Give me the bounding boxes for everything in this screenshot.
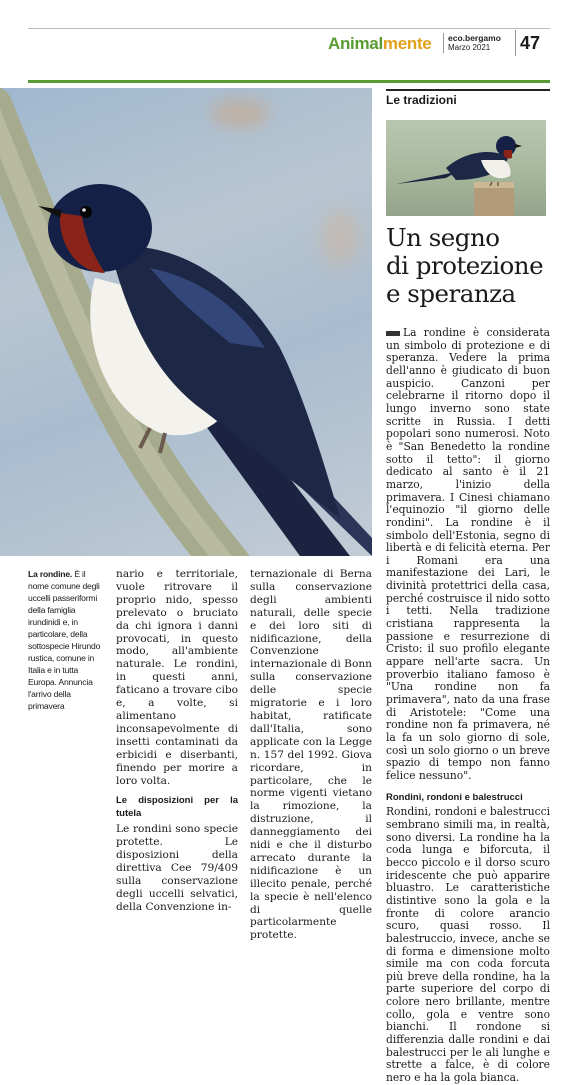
sidebar-rule — [386, 89, 550, 91]
brand-part-animal: Animal — [328, 34, 383, 53]
sidebar-paragraph: Rondini, rondoni e balestrucci sembrano simili ma, in realtà, sono diversi. La rondine ha la coda lunga e biforcuta, il becco piccolo e il dorso scuro iridescente che può apparire bluastro. Le caratteristiche distintive sono la gola e la fronte di colore arancio scuro, quasi rosso. Il balestruccio, invece, anche se di forma e dimensione molto simile ma con coda forcuta più breve della rondine, ha la parte superiore del corpo di colore nero brillante, mentre collo, gola e ventre sono bianchi. Il rondone si differenzia dalle rondini e dai balestrucci per le ali lunghe e strette a falce, è di colore nero e ha la gola bianca. — [386, 805, 550, 1085]
swallow-illustration — [0, 88, 372, 556]
publication-name: eco.bergamo — [448, 33, 501, 43]
section-rule — [28, 80, 550, 83]
top-rule — [28, 28, 550, 29]
caption-text: È il nome comune degli uccelli passeriformi della famiglia irundinidi e, in particolare, della sottospecie Hirundo rustica, comune in Italia e in tutta Europa. Annuncia l'arrivo della primavera — [28, 569, 101, 711]
sidebar-section-title: Le tradizioni — [386, 93, 457, 107]
publication-date: Marzo 2021 — [448, 43, 491, 52]
headline-line-1: Un segno — [386, 223, 500, 252]
page-number: 47 — [520, 33, 541, 53]
article-subheading: Le disposizioni per la tutela — [116, 795, 238, 820]
headline-line-2: di protezione — [386, 251, 544, 280]
swallow-photo — [0, 88, 372, 556]
photo-caption — [28, 568, 108, 712]
brand-part-mente: mente — [382, 34, 432, 53]
sidebar-intro-text: La rondine è considerata un simbolo di protezione e di speranza. Vedere la prima dell'anno è giudicato di buon auspicio. Canzoni per celebrarne il ritorno dopo il lungo inverno sono state scritte in Russia. I detti popolari sono numerosi. Noto è "San Benedetto la rondine sotto il tetto": il giorno dedicato al santo è il 21 marzo, l'inizio della primavera. I Cinesi chiamano l'equinozio "il giorno delle rondini". La rondine è il simbolo dell'Estonia, segno di libertà e di felicità eterna. Per i Romani era una manifestazione dei Lari, le divinità protettrici della casa, perché costruisce il nido sotto i tetti. Nella tradizione cristiana rappresenta la passione e resurrezione di Cristo: il suo profilo elegante appare nell'arte sacra. Un proverbio italiano famoso è "Una rondine non fa primavera", nato da una frase di Aristotele: "Come una rondine non fa primavera, né la fa un solo giorno di sole, così un solo giorno o un breve spazio di tempo non fanno felice nessuno". — [386, 326, 550, 782]
perched-swallow-illustration — [386, 120, 546, 216]
caption-lead: La rondine. — [28, 569, 73, 579]
sidebar-intro-paragraph — [386, 327, 550, 783]
sidebar-swallow-photo — [386, 120, 546, 216]
headline-line-3: e speranza — [386, 279, 516, 308]
article-paragraph: Le rondini sono specie protette. Le disposizioni della direttiva Cee 79/409 sulla conservazione degli uccelli selvatici, della Convenzione in- — [116, 823, 238, 913]
header-separator — [443, 33, 444, 53]
article-paragraph: ternazionale di Berna sulla conservazione degli ambienti naturali, delle specie e dei loro siti di nidificazione, della Convenzione internazionale di Bonn sulla conservazione delle specie migratorie e i loro habitat, ratificate dall'Italia, sono applicate con la Legge n. 157 del 1992. Giova ricordare, in particolare, che le norme vigenti vietano la rimozione, la distruzione, il danneggiamento dei nidi e che il disturbo arrecato durante la nidificazione è un illecito penale, perché la specie è nell'elenco di quelle particolarmente protette. — [250, 568, 372, 942]
sidebar-body — [386, 327, 550, 1085]
paragraph-marker — [386, 331, 400, 336]
sidebar-headline — [386, 224, 550, 308]
article-paragraph: nario e territoriale, vuole ritrovare il proprio nido, spesso prelevato o bruciato da chi ignora i danni provocati, in questo modo, all'ambiente naturale. Le rondini, in questi anni, faticano a trovare cibo e, a volte, si alimentano inconsapevolmente di insetti contaminati da erbicidi e diserbanti, finendo per morire a loro volta. — [116, 568, 238, 787]
article-column-1 — [116, 568, 238, 914]
article-column-2 — [250, 568, 372, 942]
section-brand — [328, 34, 431, 54]
sidebar-subheading: Rondini, rondoni e balestrucci — [386, 791, 523, 803]
publication-info — [448, 34, 501, 52]
